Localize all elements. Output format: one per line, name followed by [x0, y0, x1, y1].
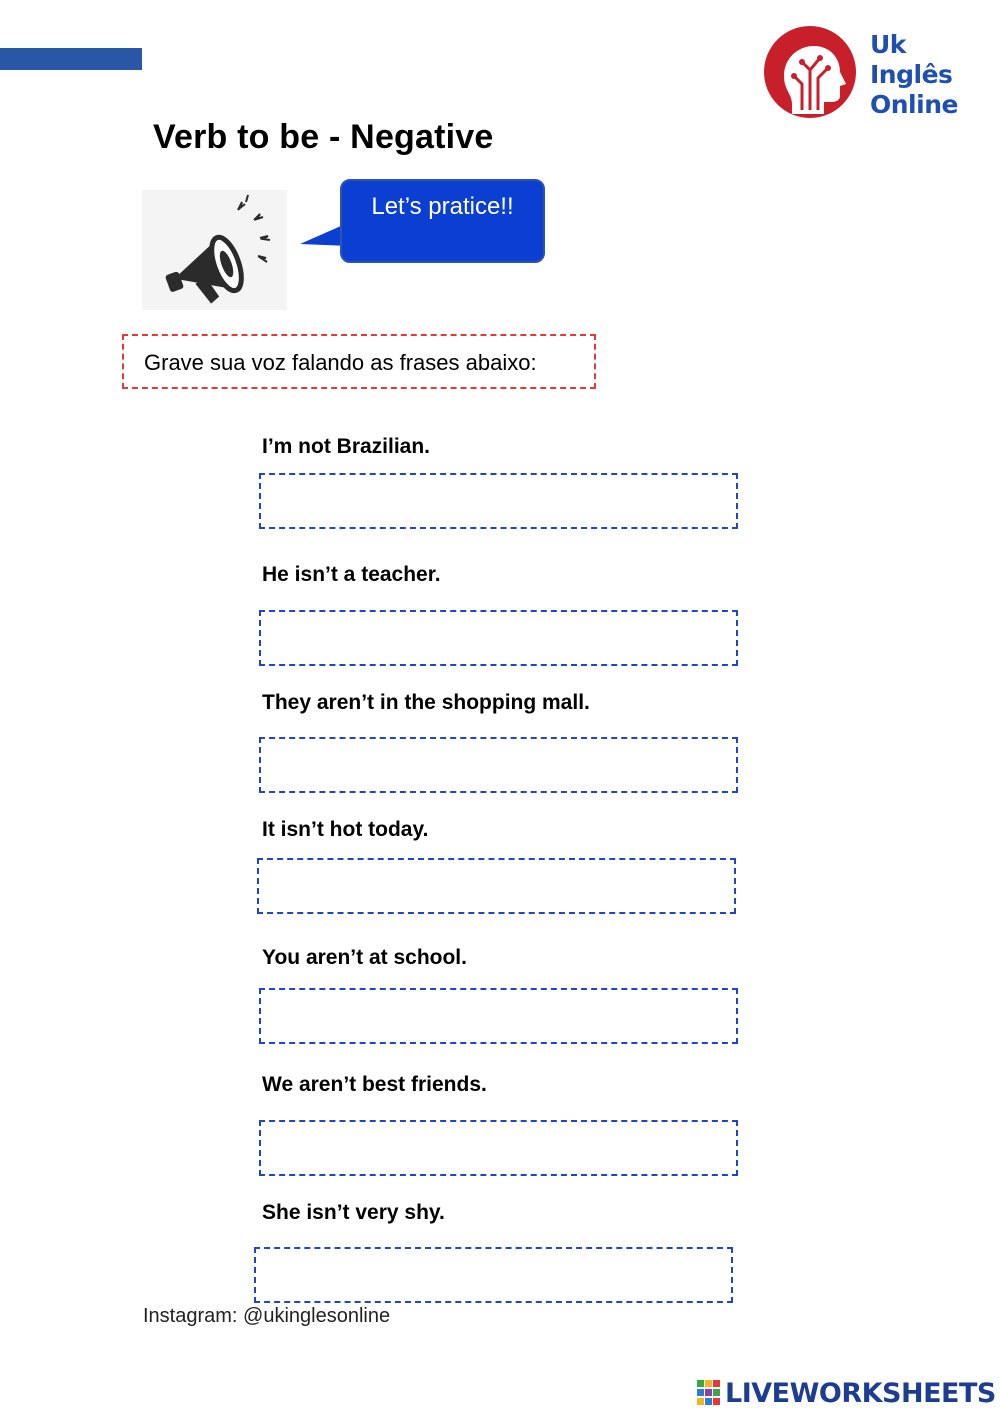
logo-line-3: Online [870, 90, 958, 119]
liveworksheets-logo [697, 1378, 996, 1408]
answer-box[interactable] [259, 1120, 738, 1176]
answer-box[interactable] [259, 473, 738, 529]
megaphone-icon [142, 190, 287, 310]
answer-box[interactable] [259, 610, 738, 666]
instruction-box [122, 334, 596, 389]
sentence-label: They aren’t in the shopping mall. [262, 691, 590, 714]
liveworksheets-logo-icon [697, 1380, 721, 1406]
answer-box[interactable] [259, 988, 738, 1044]
answer-box[interactable] [257, 858, 736, 914]
sentence-label: It isn’t hot today. [262, 818, 429, 841]
page-title: Verb to be - Negative [153, 118, 494, 156]
answer-box[interactable] [254, 1247, 733, 1303]
speech-bubble-text: Let’s pratice!! [371, 193, 514, 220]
uk-ingles-online-logo [762, 24, 982, 124]
sentence-label: She isn’t very shy. [262, 1201, 445, 1224]
instruction-text: Grave sua voz falando as frases abaixo: [144, 350, 537, 375]
answer-box[interactable] [259, 737, 738, 793]
liveworksheets-label: LIVEWORKSHEETS [725, 1377, 996, 1409]
sentence-label: I’m not Brazilian. [262, 435, 431, 458]
logo-line-2: Inglês [870, 60, 953, 89]
sentence-label: We aren’t best friends. [262, 1073, 487, 1096]
sentence-label: He isn’t a teacher. [262, 563, 441, 586]
sentence-label: You aren’t at school. [262, 946, 467, 969]
logo-line-1: Uk [870, 30, 906, 59]
logo-wordmark [870, 30, 982, 120]
top-accent-bar [0, 48, 142, 70]
brain-circuit-logo-icon [762, 24, 862, 124]
instagram-footer: Instagram: @ukinglesonline [143, 1305, 391, 1327]
speech-bubble [340, 179, 545, 263]
